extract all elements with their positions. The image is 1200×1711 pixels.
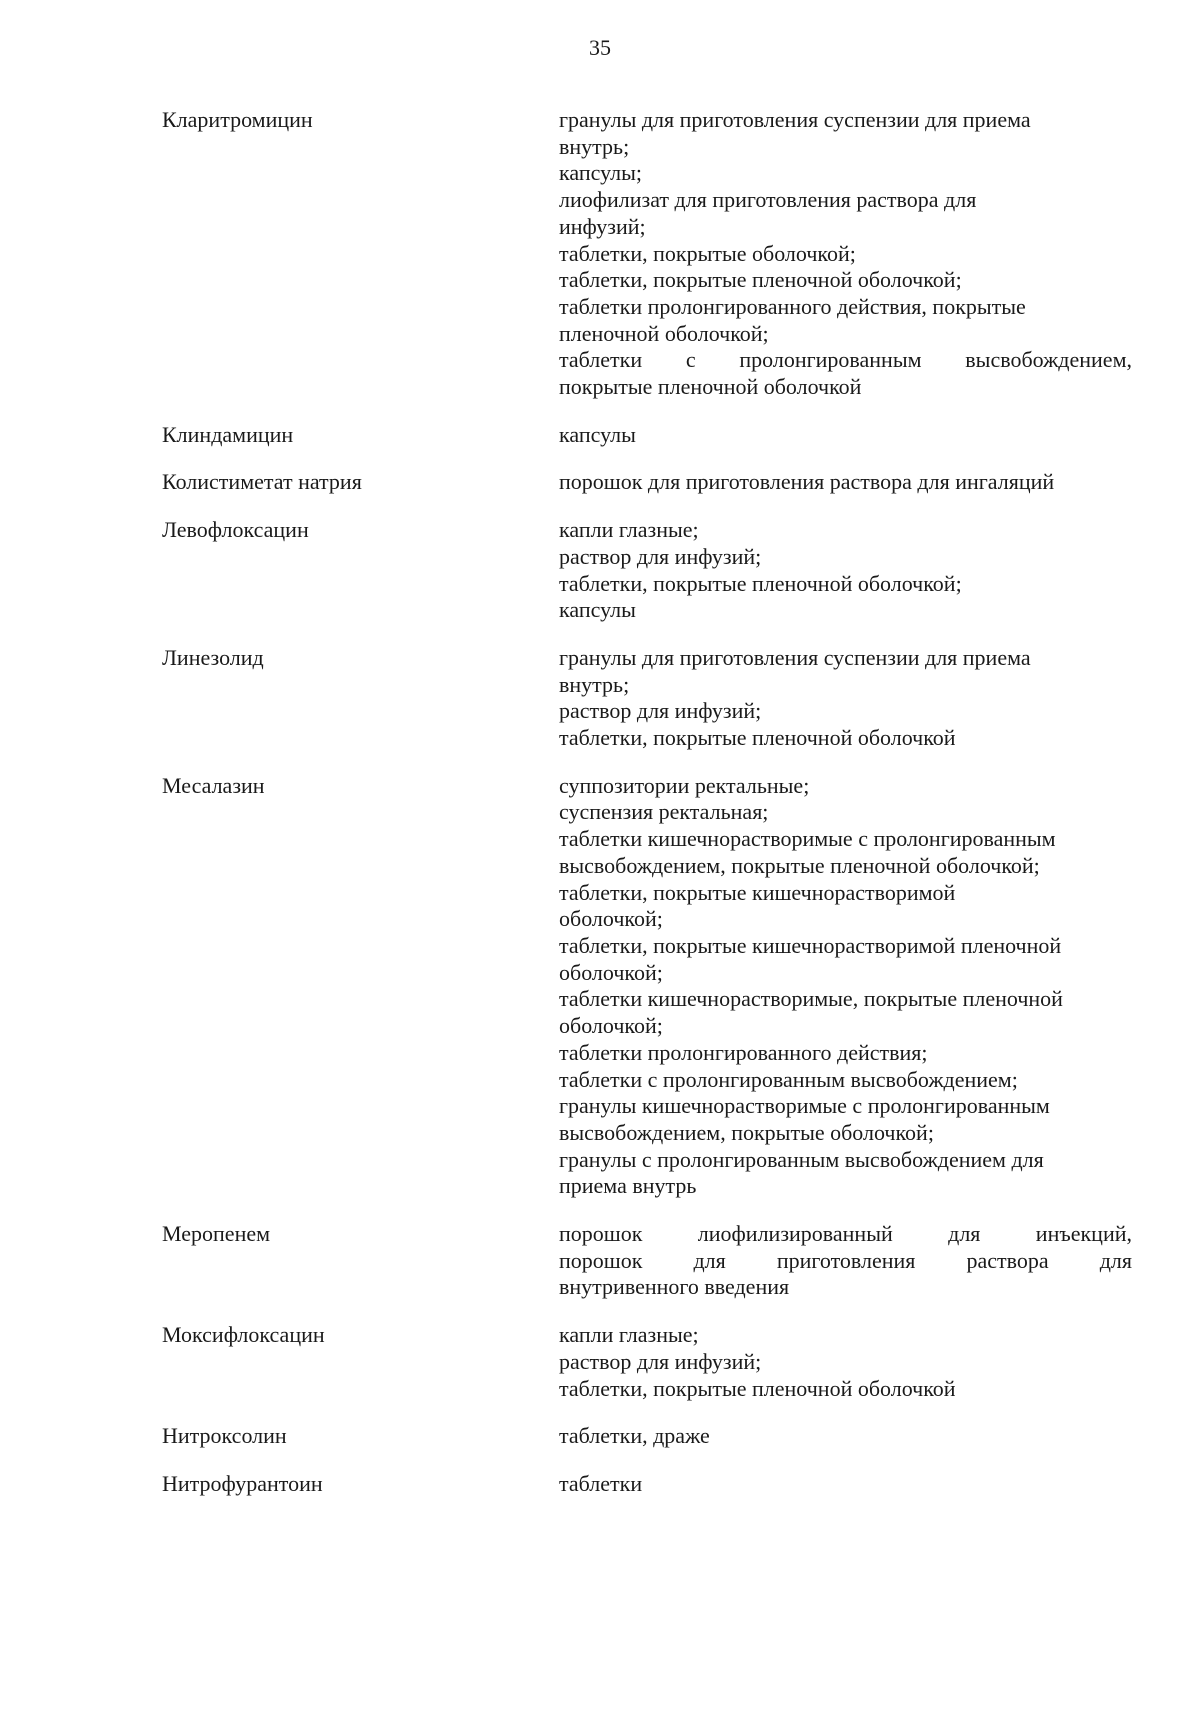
dosage-form-line: таблетки, покрытые кишечнорастворимой пленочной (559, 932, 1062, 958)
dosage-form-line: капсулы (559, 421, 636, 447)
dosage-form-line: капли глазные; (559, 517, 699, 543)
page-number: 35 (589, 35, 611, 60)
dosage-forms (559, 107, 1132, 401)
drug-name: Моксифлоксацин (162, 1322, 325, 1348)
drug-entry (162, 1322, 1132, 1402)
dosage-form-line: внутрь; (559, 671, 630, 697)
drug-name: Месалазин (162, 772, 265, 798)
dosage-forms (559, 645, 1132, 752)
dosage-form-line: таблетки кишечнорастворимые с пролонгированным (559, 826, 1056, 852)
dosage-form-line: инфузий; (559, 213, 646, 239)
drug-name: Нитрофурантоин (162, 1470, 323, 1496)
dosage-form-line: высвобождением, покрытые оболочкой; (559, 1119, 934, 1145)
drug-name: Кларитромицин (162, 107, 313, 132)
dosage-form-line: оболочкой; (559, 1013, 663, 1039)
dosage-form-line: таблетки, покрытые пленочной оболочкой; (559, 267, 962, 293)
dosage-forms (559, 1423, 1132, 1450)
dosage-form-line: пленочной оболочкой; (559, 320, 769, 346)
dosage-form-line: таблетки, покрытые пленочной оболочкой; (559, 570, 962, 596)
dosage-form-line: гранулы кишечнорастворимые с пролонгированным (559, 1093, 1050, 1119)
dosage-form-line: внутривенного введения (559, 1274, 790, 1300)
dosage-forms (559, 1471, 1132, 1498)
dosage-form-line: покрытые пленочной оболочкой (559, 374, 862, 400)
dosage-forms (559, 773, 1132, 1200)
drug-entry (162, 469, 1132, 496)
dosage-form-line: таблетки (559, 1470, 643, 1496)
dosage-form-line: капли глазные; (559, 1322, 699, 1348)
dosage-form-line: гранулы для приготовления суспензии для приема (559, 644, 1031, 670)
dosage-form-line: оболочкой; (559, 906, 663, 932)
dosage-form-line: капсулы (559, 597, 636, 623)
dosage-form-line: таблетки пролонгированного действия; (559, 1039, 928, 1065)
dosage-form-line: гранулы для приготовления суспензии для приема (559, 107, 1031, 132)
drug-entry (162, 645, 1132, 752)
drug-name: Меропенем (162, 1221, 271, 1247)
dosage-form-line: раствор для инфузий; (559, 543, 762, 569)
drug-name: Клиндамицин (162, 421, 294, 447)
drug-list (162, 107, 1132, 1519)
dosage-form-line: раствор для инфузий; (559, 698, 762, 724)
dosage-form-line: таблетки, драже (559, 1423, 710, 1449)
drug-entry (162, 1471, 1132, 1498)
dosage-form-line: таблетки с пролонгированным высвобождением, (559, 347, 1132, 373)
dosage-form-line: таблетки пролонгированного действия, покрытые (559, 293, 1026, 319)
dosage-forms (559, 469, 1132, 496)
dosage-form-line: гранулы с пролонгированным высвобождением для (559, 1146, 1044, 1172)
dosage-form-line: приема внутрь (559, 1173, 697, 1199)
dosage-forms (559, 422, 1132, 449)
drug-name: Линезолид (162, 644, 264, 670)
dosage-form-line: порошок для приготовления раствора для (559, 1247, 1132, 1273)
dosage-form-line: внутрь; (559, 133, 630, 159)
dosage-form-line: капсулы; (559, 160, 642, 186)
drug-entry (162, 422, 1132, 449)
dosage-forms (559, 1221, 1132, 1301)
dosage-form-line: высвобождением, покрытые пленочной оболочкой; (559, 852, 1040, 878)
drug-entry (162, 517, 1132, 624)
dosage-form-line: таблетки, покрытые оболочкой; (559, 240, 856, 266)
drug-name: Колистиметат натрия (162, 469, 362, 495)
dosage-form-line: таблетки с пролонгированным высвобождением; (559, 1066, 1018, 1092)
drug-entry (162, 1221, 1132, 1301)
dosage-form-line: порошок лиофилизированный для инъекций, (559, 1221, 1132, 1247)
dosage-form-line: лиофилизат для приготовления раствора для (559, 187, 977, 213)
dosage-forms (559, 1322, 1132, 1402)
drug-entry (162, 107, 1132, 401)
drug-name: Нитроксолин (162, 1423, 287, 1449)
dosage-form-line: суппозитории ректальные; (559, 772, 810, 798)
dosage-form-line: раствор для инфузий; (559, 1348, 762, 1374)
dosage-form-line: порошок для приготовления раствора для ингаляций (559, 469, 1055, 495)
drug-entry (162, 773, 1132, 1200)
dosage-form-line: таблетки, покрытые кишечнорастворимой (559, 879, 956, 905)
dosage-form-line: таблетки кишечнорастворимые, покрытые пленочной (559, 986, 1063, 1012)
dosage-form-line: оболочкой; (559, 959, 663, 985)
dosage-form-line: таблетки, покрытые пленочной оболочкой (559, 725, 956, 751)
dosage-form-line: суспензия ректальная; (559, 799, 769, 825)
dosage-form-line: таблетки, покрытые пленочной оболочкой (559, 1375, 956, 1401)
drug-name: Левофлоксацин (162, 517, 309, 543)
dosage-forms (559, 517, 1132, 624)
drug-entry (162, 1423, 1132, 1450)
